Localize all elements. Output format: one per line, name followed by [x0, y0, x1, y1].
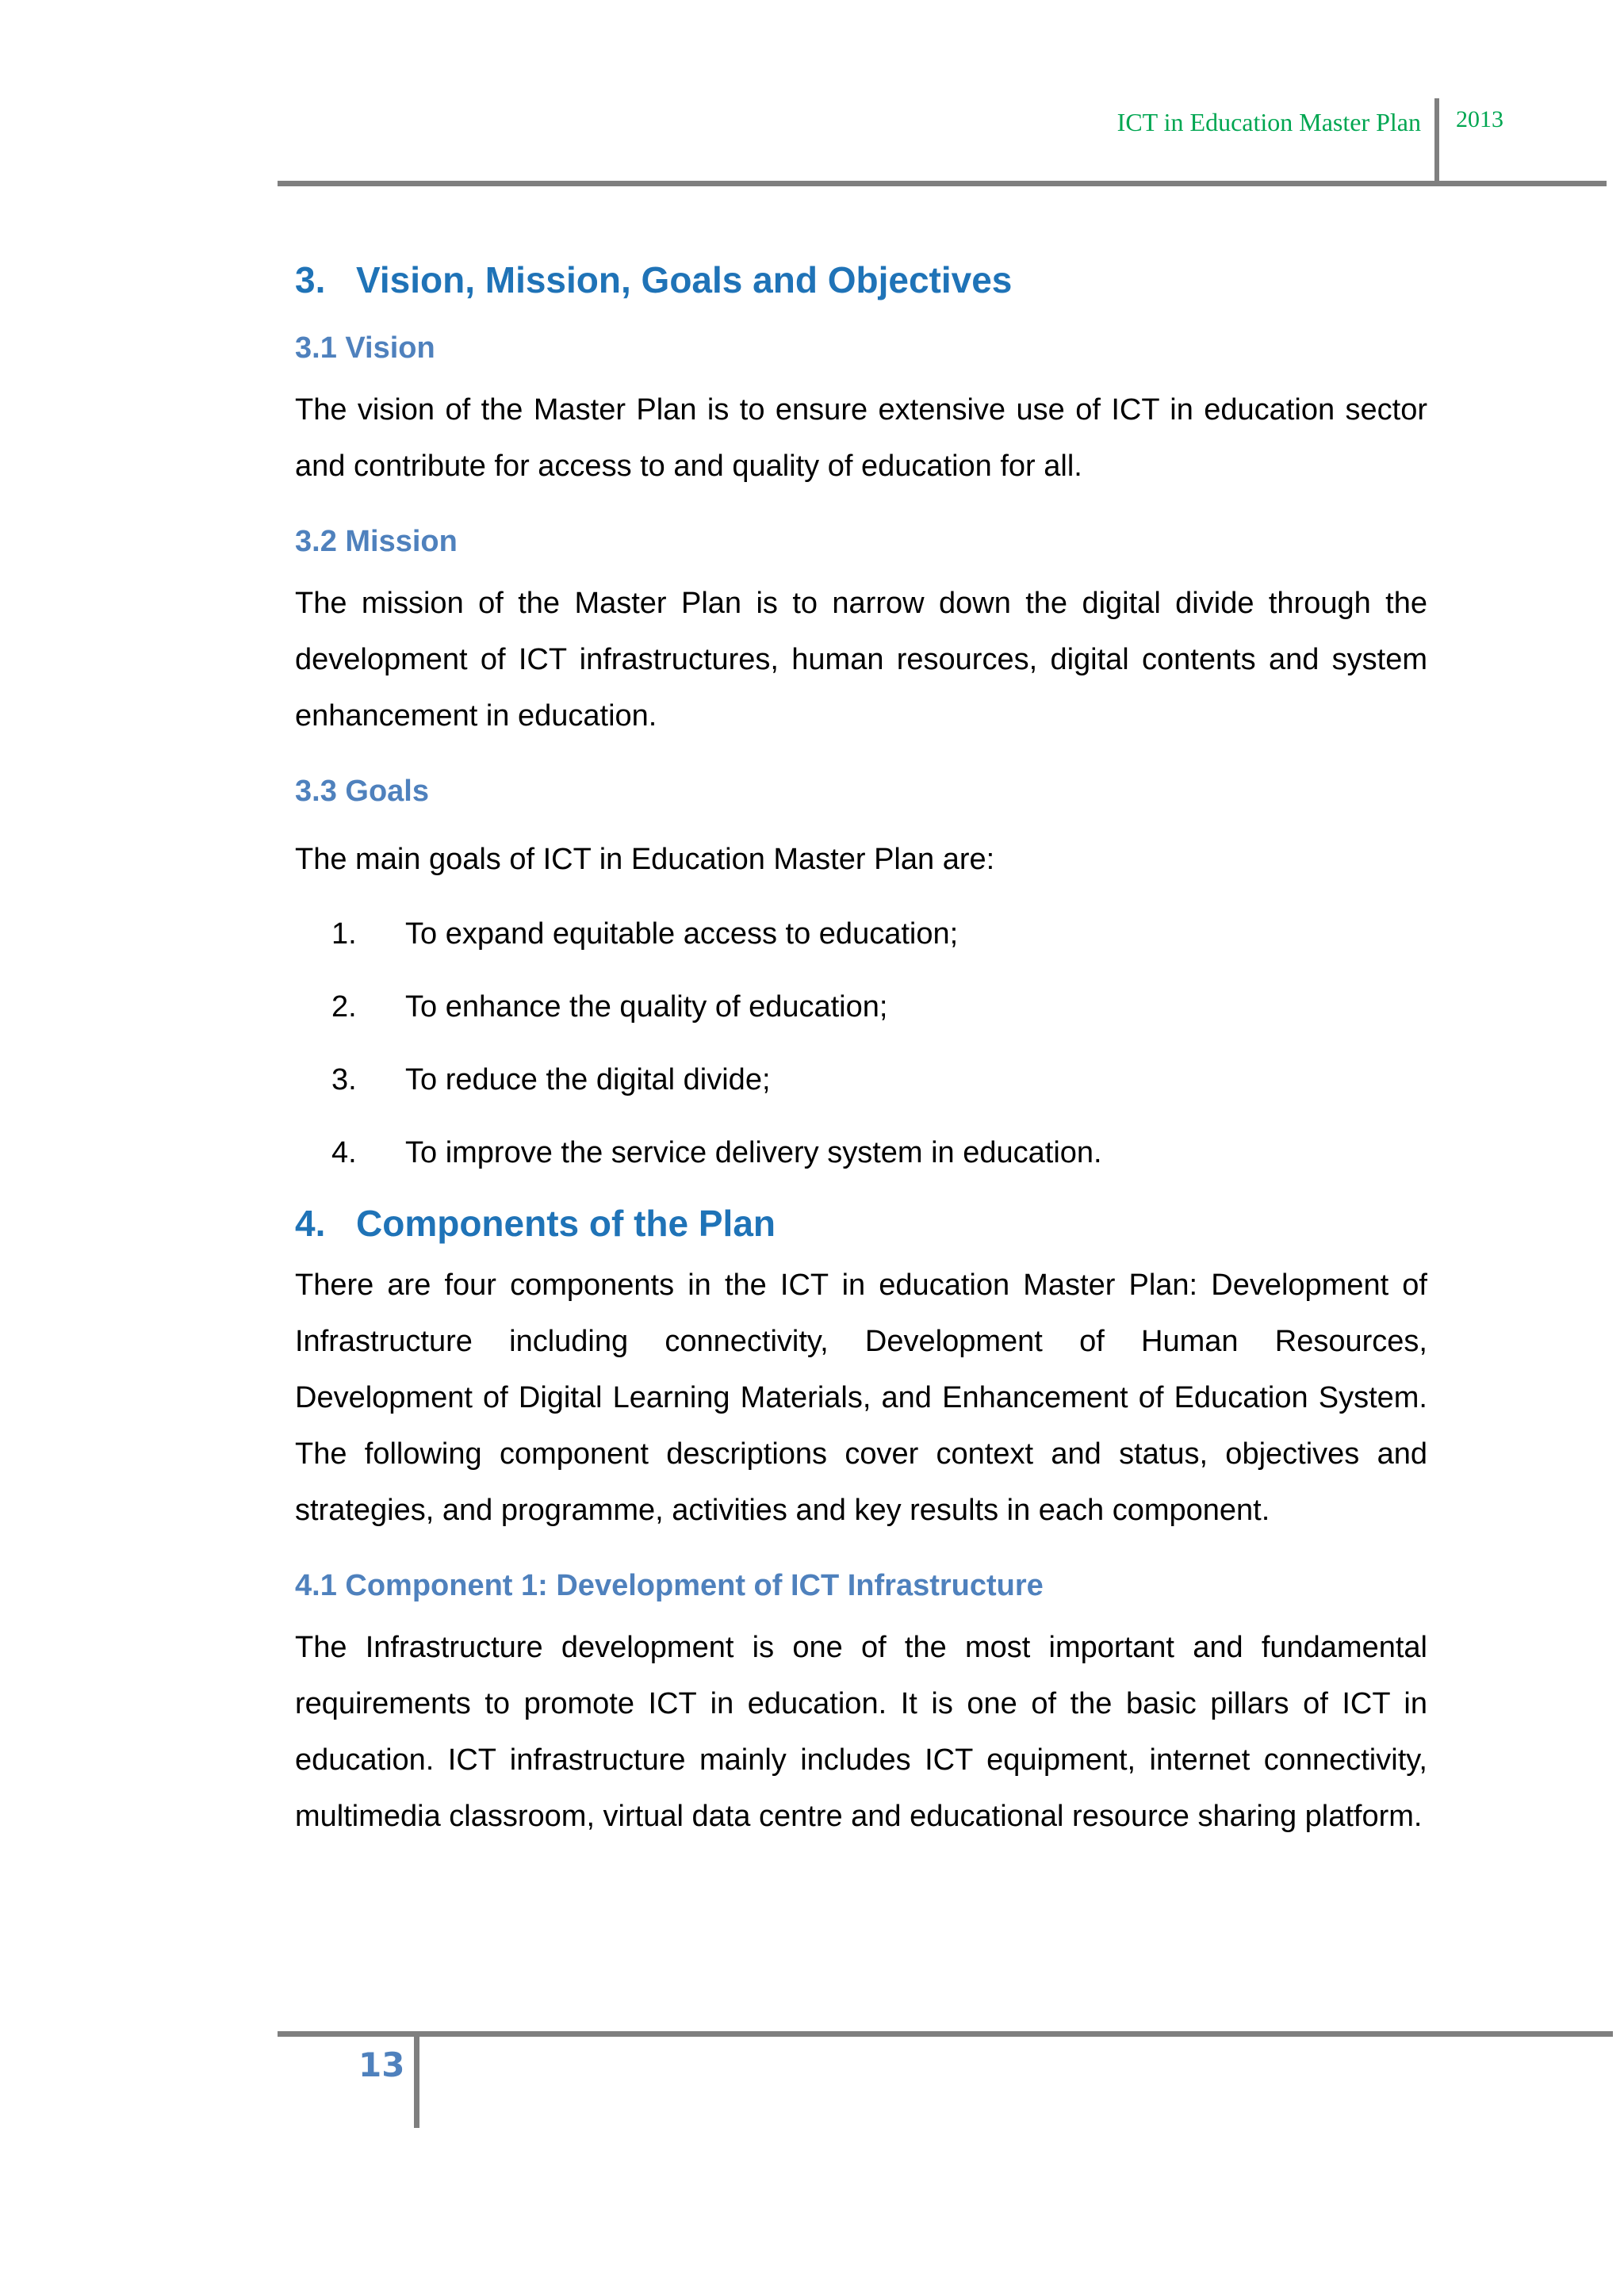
list-item-number: 2. — [331, 990, 357, 1024]
mission-paragraph: The mission of the Master Plan is to narrow down the digital divide through the development of ICT infrastructures, human resources, digital contents and system enhancement in education. — [295, 587, 1427, 733]
list-item-number: 4. — [331, 1136, 357, 1169]
component-1-paragraph: The Infrastructure development is one of the most important and fundamental requirements to promote ICT in education. It is one of the basic pillars of ICT in education. ICT infrastructure mainly includes ICT equipment, internet connectivity, multimedia classroom, virtual data centre and educational resource sharing platform. — [295, 1631, 1427, 1833]
running-header-title: ICT in Education Master Plan — [1116, 108, 1421, 136]
list-item — [295, 897, 1427, 970]
component-1-heading: 4.1 Component 1: Development of ICT Infrastructure — [295, 1569, 1044, 1602]
footer-rule — [278, 2031, 1613, 2037]
list-item — [295, 1043, 1427, 1116]
components-intro-paragraph: There are four components in the ICT in education Master Plan: Development of Infrastructure including connectivity, Development of Human Resources, Development of Digital Learning Materials, and Enhancement of Education System. The following component descriptions cover context and status, objectives and strategies, and programme, activities and key results in each component. — [295, 1269, 1427, 1527]
footer-divider-vertical — [414, 2031, 419, 2128]
goals-heading: 3.3 Goals — [295, 775, 429, 808]
list-item — [295, 970, 1427, 1043]
header-rule — [278, 181, 1607, 186]
list-item-text: To improve the service delivery system in education. — [405, 1136, 1102, 1169]
vision-heading: 3.1 Vision — [295, 331, 435, 365]
section-3-number: 3. — [295, 259, 326, 300]
mission-heading: 3.2 Mission — [295, 525, 458, 558]
section-4-title: Components of the Plan — [356, 1203, 776, 1244]
page-body — [295, 246, 1427, 1858]
running-header-year: 2013 — [1456, 106, 1503, 132]
section-4-heading — [295, 1189, 1427, 1257]
section-4-number: 4. — [295, 1203, 326, 1244]
list-item-number: 1. — [331, 917, 357, 951]
goals-list — [295, 897, 1427, 1189]
vision-paragraph: The vision of the Master Plan is to ensure extensive use of ICT in education sector and contribute for access to and quality of education for all. — [295, 393, 1427, 483]
page-number: 13 — [358, 2045, 405, 2084]
list-item-text: To reduce the digital divide; — [405, 1063, 771, 1096]
list-item-number: 3. — [331, 1063, 357, 1096]
header-divider-vertical — [1434, 98, 1439, 185]
list-item-text: To expand equitable access to education; — [405, 917, 959, 951]
list-item — [295, 1116, 1427, 1189]
list-item-text: To enhance the quality of education; — [405, 990, 888, 1024]
goals-intro: The main goals of ICT in Education Master Plan are: — [295, 843, 995, 876]
section-3-heading — [295, 246, 1427, 314]
section-3-title: Vision, Mission, Goals and Objectives — [356, 259, 1013, 300]
